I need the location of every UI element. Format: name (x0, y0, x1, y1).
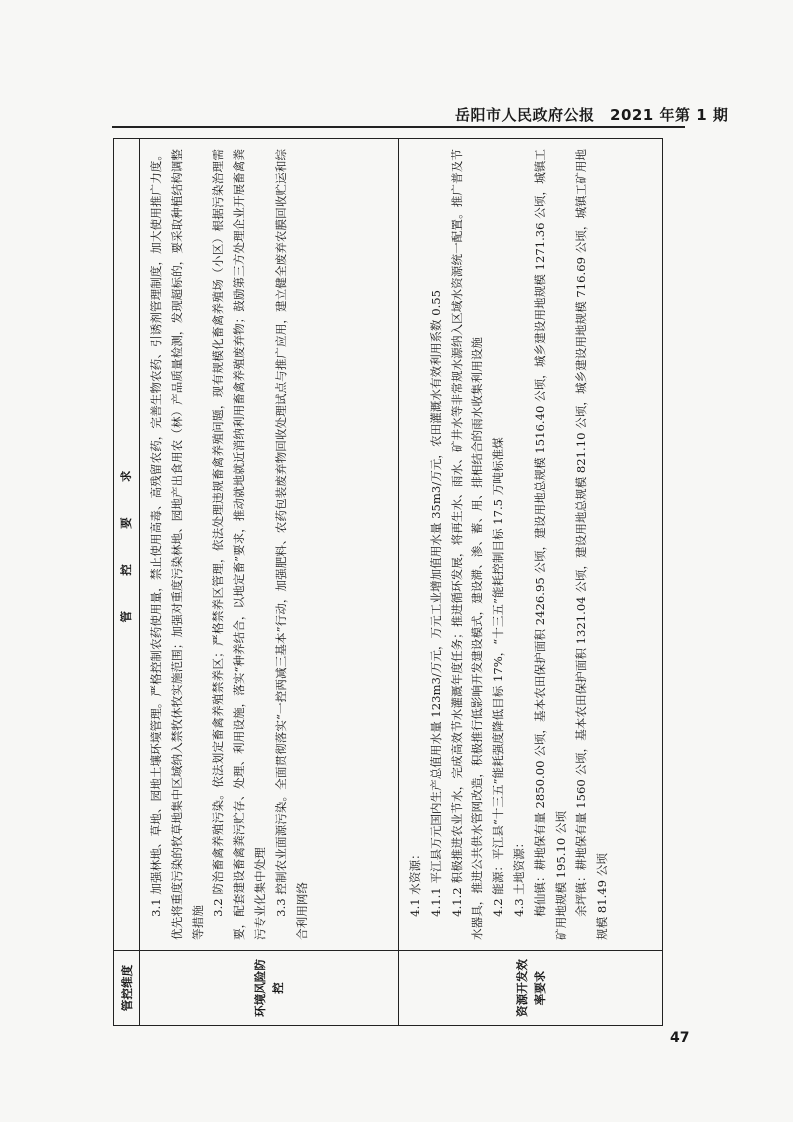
table-row (140, 139, 399, 1025)
control-requirements-table (113, 138, 663, 1026)
column-header-dimension: 管控维度 (114, 950, 139, 1025)
requirement-paragraph: 余坪镇：耕地保有量 1560 公顷，基本农田保护面积 1321.04 公顷，建设用地总规模 821.10 公顷，城乡建设用地规模 716.69 公顷，城镇工矿用地规模 81.49 公顷 (574, 149, 610, 940)
requirement-paragraph: 3.2 防治畜禽养殖污染。依法划定畜禽养殖禁养区；严格禁养区管理，依法处理违规畜禽养殖问题，现有规模化畜禽养殖场（小区）根据污染治理需要，配套建设畜禽粪污贮存、处理、利用设施，落实“种养结合，以地定畜”要求，推动就地就近消纳利用畜禽养殖废弃物；鼓励第三方处理企业开展畜禽粪污专业化集中处理 (211, 149, 267, 940)
requirement-paragraph: 4.1.1 平江县万元国内生产总值用水量 123m3/万元，万元工业增加值用水量 35m3/万元，农田灌溉水有效利用系数 0.55 (428, 289, 443, 917)
requirement-paragraph: 4.2 能源：平江县“十三五”能耗强度降低目标 17%，“十三五”能耗控制目标 17.5 万吨标准煤 (491, 437, 506, 917)
table-wrapper (113, 138, 663, 1026)
header-rule (112, 126, 685, 128)
column-header-requirement: 管 控 要 求 (119, 466, 134, 623)
requirement-paragraph: 3.3 控制农业面源污染。全面贯彻落实“一控两减三基本”行动，加强肥料、农药包装废弃物回收处理试点与推广应用，建立健全废弃农膜回收贮运和综合利用网络 (273, 149, 309, 940)
table-row (399, 139, 662, 1025)
table-header-row (114, 139, 140, 1025)
requirement-paragraph: 梅仙镇：耕地保有量 2850.00 公顷，基本农田保护面积 2426.95 公顷，建设用地总规模 1516.40 公顷，城乡建设用地规模 1271.36 公顷，城镇工矿用地规模 195.10 公顷 (532, 149, 568, 940)
row-dimension-label: 环境风险防控 (140, 950, 398, 1025)
page-header-title: 岳阳市人民政府公报 2021 年第 1 期 (455, 106, 729, 124)
row-requirement-content (399, 139, 662, 950)
requirement-paragraph: 3.1 加强林地、草地、园地土壤环境管理。严格控制农药使用量，禁止使用高毒、高残留农药，完善生物农药、引诱剂管理制度，加大使用推广力度。优先将重度污染的牧草地集中区域纳入禁牧休牧实施范围；加强对重度污染林地、园地产出食用农（林）产品质量检测，发现超标的，要采取种植结构调整等措施 (149, 149, 205, 940)
requirement-paragraph: 4.3 土地资源： (511, 836, 526, 917)
row-dimension-label: 资源开发效率要求 (399, 950, 662, 1025)
requirement-paragraph: 4.1 水资源： (408, 848, 422, 917)
row-requirement-content (140, 139, 398, 950)
page-number: 47 (670, 1030, 690, 1046)
requirement-paragraph: 4.1.2 积极推进农业节水，完成高效节水灌溉年度任务；推进循环发展，将再生水、雨水、矿井水等非常规水源纳入区域水资源统一配置。推广普及节水器具，推进公共供水管网改造，积极推行低影响开发建设模式，建设滞、渗、蓄、用、排相结合的雨水收集利用设施 (449, 149, 485, 940)
